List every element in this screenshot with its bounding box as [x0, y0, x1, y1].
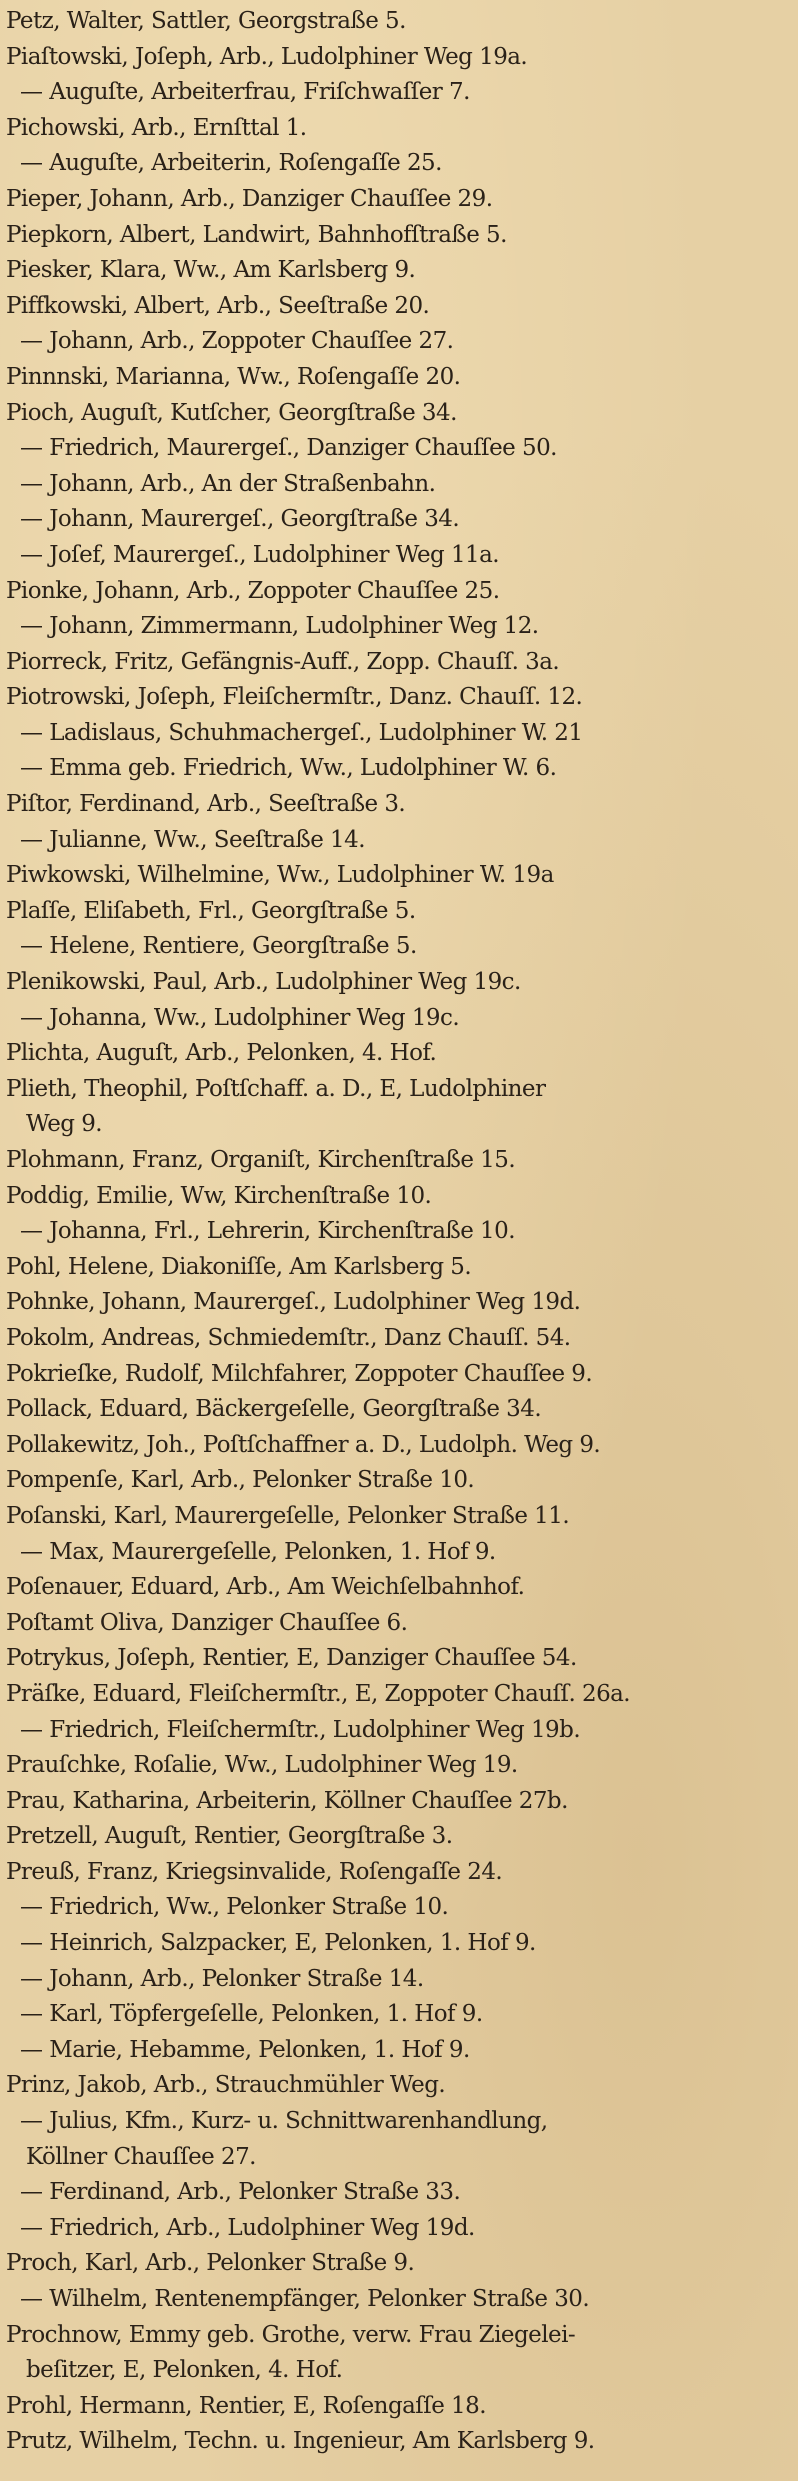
directory-entry: Piſtor, Ferdinand, Arb., Seeſtraße 3.: [6, 791, 406, 818]
directory-entry: Poddig, Emilie, Ww, Kirchenſtraße 10.: [6, 1182, 432, 1209]
directory-entry-continuation: Weg 9.: [26, 1111, 103, 1138]
directory-entry: — Johann, Arb., Pelonker Straße 14.: [20, 1965, 424, 1992]
directory-entry: Petz, Walter, Sattler, Georgstraße 5.: [6, 8, 406, 34]
directory-entry-continuation: Köllner Chauſſee 27.: [26, 2143, 256, 2170]
directory-entry: Pokrieſke, Rudolf, Milchfahrer, Zoppoter Chauſſee 9.: [6, 1360, 593, 1387]
directory-entry: — Joſef, Maurergeſ., Ludolphiner Weg 11a.: [20, 541, 500, 568]
directory-entry: Poſanski, Karl, Maurergeſelle, Pelonker Straße 11.: [6, 1502, 570, 1529]
directory-entry: Poſenauer, Eduard, Arb., Am Weichſelbahnhof.: [6, 1574, 525, 1601]
directory-entry: — Marie, Hebamme, Pelonken, 1. Hof 9.: [20, 2036, 470, 2063]
directory-entry: Prochnow, Emmy geb. Grothe, verw. Frau Ziegelei-: [6, 2321, 576, 2348]
directory-entry: Poſtamt Oliva, Danziger Chauſſee 6.: [6, 1609, 408, 1636]
directory-entry: — Wilhelm, Rentenempfänger, Pelonker Straße 30.: [20, 2286, 590, 2312]
directory-entry: Plenikowski, Paul, Arb., Ludolphiner Weg 19c.: [6, 969, 521, 996]
directory-entry: Piwkowski, Wilhelmine, Ww., Ludolphiner W. 19a: [6, 862, 554, 889]
directory-entry: — Ladislaus, Schuhmachergeſ., Ludolphiner W. 21: [20, 719, 583, 746]
directory-entry: Pompenſe, Karl, Arb., Pelonker Straße 10.: [6, 1467, 475, 1494]
directory-entry: — Friedrich, Arb., Ludolphiner Weg 19d.: [20, 2214, 475, 2241]
directory-entry: Präſke, Eduard, Fleiſchermſtr., E, Zoppoter Chauſſ. 26a.: [6, 1680, 631, 1707]
directory-entry: Plieth, Theophil, Poſtſchaff. a. D., E, Ludolphiner: [6, 1075, 546, 1102]
directory-entry: — Ferdinand, Arb., Pelonker Straße 33.: [20, 2179, 461, 2206]
directory-entry: — Emma geb. Friedrich, Ww., Ludolphiner W. 6.: [20, 755, 557, 782]
directory-entry: — Max, Maurergeſelle, Pelonken, 1. Hof 9.: [20, 1538, 496, 1565]
directory-entry: Plaſſe, Eliſabeth, Frl., Georgſtraße 5.: [6, 897, 416, 924]
directory-entry: Pollack, Eduard, Bäckergeſelle, Georgſtraße 34.: [6, 1396, 542, 1423]
directory-entry-continuation: beſitzer, E, Pelonken, 4. Hof.: [26, 2357, 343, 2384]
directory-entry: — Helene, Rentiere, Georgſtraße 5.: [20, 933, 417, 960]
directory-entry: — Friedrich, Fleiſchermſtr., Ludolphiner Weg 19b.: [20, 1716, 581, 1743]
directory-entry: — Auguſte, Arbeiterin, Roſengaſſe 25.: [20, 150, 442, 177]
directory-entry: Piepkorn, Albert, Landwirt, Bahnhofſtraße 5.: [6, 221, 507, 248]
directory-entry: Proch, Karl, Arb., Pelonker Straße 9.: [6, 2250, 415, 2277]
directory-entry: — Johann, Zimmermann, Ludolphiner Weg 12.: [20, 613, 539, 640]
directory-entry: Prutz, Wilhelm, Techn. u. Ingenieur, Am Karlsberg 9.: [6, 2428, 595, 2455]
directory-entry: — Heinrich, Salzpacker, E, Pelonken, 1. Hof 9.: [20, 1930, 536, 1957]
directory-entry: Pollakewitz, Joh., Poſtſchaffner a. D., Ludolph. Weg 9.: [6, 1431, 601, 1458]
directory-entry: Pieper, Johann, Arb., Danziger Chauſſee 29.: [6, 185, 493, 212]
directory-entry: — Karl, Töpfergeſelle, Pelonken, 1. Hof 9.: [20, 2001, 483, 2028]
directory-entry: Prohl, Hermann, Rentier, E, Roſengaſſe 18.: [6, 2392, 486, 2419]
directory-entry: Piorreck, Fritz, Gefängnis-Auff., Zopp. Chauſſ. 3a.: [6, 648, 560, 675]
directory-entry: — Friedrich, Maurergeſ., Danziger Chauſſee 50.: [20, 435, 557, 462]
directory-entry: — Johann, Maurergeſ., Georgſtraße 34.: [20, 506, 460, 533]
directory-entry: — Johann, Arb., An der Straßenbahn.: [20, 470, 436, 497]
directory-entry: Pichowski, Arb., Ernſttal 1.: [6, 114, 307, 141]
directory-entry: Pokolm, Andreas, Schmiedemſtr., Danz Chauſſ. 54.: [6, 1324, 571, 1351]
directory-entry: Pioch, Auguſt, Kutſcher, Georgſtraße 34.: [6, 399, 457, 426]
directory-entry: Preuß, Franz, Kriegsinvalide, Roſengaſſe 24.: [6, 1858, 503, 1885]
directory-entry: — Auguſte, Arbeiterfrau, Friſchwaſſer 7.: [20, 79, 470, 106]
directory-entry: Plichta, Auguſt, Arb., Pelonken, 4. Hof.: [6, 1040, 437, 1067]
directory-entry: — Johanna, Frl., Lehrerin, Kirchenſtraße 10.: [20, 1218, 515, 1245]
directory-entry: Piesker, Klara, Ww., Am Karlsberg 9.: [6, 257, 416, 284]
directory-entry: Prauſchke, Roſalie, Ww., Ludolphiner Weg 19.: [6, 1752, 518, 1779]
directory-entry: Pionke, Johann, Arb., Zoppoter Chauſſee 25.: [6, 577, 500, 604]
directory-entry: — Julianne, Ww., Seeſtraße 14.: [20, 826, 365, 853]
directory-entry: Prinz, Jakob, Arb., Strauchmühler Weg.: [6, 2072, 446, 2099]
directory-entry: Piaſtowski, Joſeph, Arb., Ludolphiner Weg 19a.: [6, 43, 528, 70]
directory-entries: [6, 4, 786, 2460]
directory-entry: Potrykus, Joſeph, Rentier, E, Danziger Chauſſee 54.: [6, 1645, 577, 1672]
directory-entry: Prau, Katharina, Arbeiterin, Köllner Chauſſee 27b.: [6, 1787, 568, 1814]
directory-entry: — Julius, Kfm., Kurz- u. Schnittwarenhandlung,: [20, 2108, 548, 2135]
directory-entry: Pohl, Helene, Diakoniſſe, Am Karlsberg 5.: [6, 1253, 472, 1280]
directory-entry: — Johann, Arb., Zoppoter Chauſſee 27.: [20, 328, 454, 355]
directory-entry: Pinnnski, Marianna, Ww., Roſengaſſe 20.: [6, 363, 461, 390]
directory-entry: Pohnke, Johann, Maurergeſ., Ludolphiner Weg 19d.: [6, 1289, 581, 1316]
directory-entry: Piffkowski, Albert, Arb., Seeſtraße 20.: [6, 292, 430, 319]
directory-entry: Pretzell, Auguſt, Rentier, Georgſtraße 3.: [6, 1823, 453, 1850]
directory-entry: Piotrowski, Joſeph, Fleiſchermſtr., Danz. Chauſſ. 12.: [6, 684, 583, 711]
directory-entry: Plohmann, Franz, Organiſt, Kirchenſtraße 15.: [6, 1147, 516, 1173]
directory-entry: — Friedrich, Ww., Pelonker Straße 10.: [20, 1894, 449, 1921]
directory-entry: — Johanna, Ww., Ludolphiner Weg 19c.: [20, 1004, 460, 1031]
